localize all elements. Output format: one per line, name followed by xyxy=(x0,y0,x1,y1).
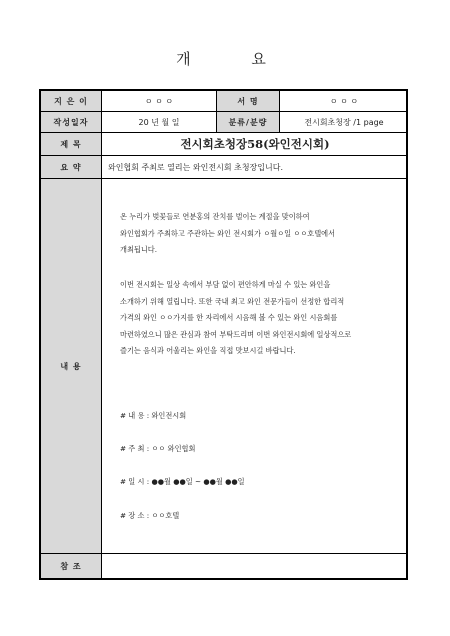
paragraph-line: 와인협회가 주최하고 주관하는 와인 전시회가 ㅇ월ㅇ일 ㅇㅇ호텔에서 xyxy=(120,228,336,238)
paragraph-line: 개최됩니다. xyxy=(120,245,158,254)
date-value: 20 년 월 일 xyxy=(101,112,216,132)
signature-label: 서 명 xyxy=(216,91,279,111)
paragraph-line: 마련하였으니 많은 관심과 참여 부탁드리며 이번 와인전시회에 일상적으로 xyxy=(120,329,352,339)
paragraph-line: 즐기는 음식과 어울리는 와인을 직접 맛보시길 바랍니다. xyxy=(120,346,296,355)
paragraph-line: 소개하기 위해 열립니다. 또한 국내 최고 와인 전문가들이 선정한 합리적 xyxy=(120,296,345,306)
date-label: 작성일자 xyxy=(41,112,101,132)
reference-label: 참 조 xyxy=(41,554,101,578)
author-label: 지 은 이 xyxy=(41,91,101,111)
subject-row xyxy=(41,133,406,156)
subject-value: 전시회초청장58(와인전시회) xyxy=(101,133,408,155)
category-label: 분류/분량 xyxy=(216,112,279,132)
event-date-item: # 일 시 : ●●월 ●●일 ~ ●●월 ●●일 xyxy=(120,477,245,486)
subject-label: 제 목 xyxy=(41,133,101,155)
date-row xyxy=(41,112,406,133)
event-content-item: # 내 용 : 와인전시회 xyxy=(120,411,187,420)
event-host-item: # 주 최 : ㅇㅇ 와인협회 xyxy=(120,444,196,453)
category-value: 전시회초청장 /1 page xyxy=(279,112,408,132)
author-row xyxy=(41,91,406,112)
paragraph-line: 온 누리가 벚꽃들로 연분홍의 잔치를 벌이는 계절을 맞이하여 xyxy=(120,212,310,221)
paragraph-line: 가격의 와인 ㅇㅇ가지를 한 자리에서 시음해 볼 수 있는 와인 시음회를 xyxy=(120,313,338,322)
summary-value: 와인협회 주최로 열리는 와인전시회 초청장입니다. xyxy=(101,156,408,178)
document-title: 개 요 xyxy=(176,50,294,68)
event-venue-item: # 장 소 : ㅇㅇ호텔 xyxy=(120,511,180,520)
summary-form xyxy=(39,89,408,580)
content-paragraph-intro xyxy=(120,209,398,259)
author-value: ㅇ ㅇ ㅇ xyxy=(101,91,216,111)
content-label: 내 용 xyxy=(41,179,101,553)
paragraph-line: 이번 전시회는 일상 속에서 부담 없이 편안하게 마실 수 있는 와인을 xyxy=(120,280,331,289)
content-row xyxy=(41,179,406,554)
reference-value xyxy=(101,554,408,578)
summary-row xyxy=(41,156,406,179)
signature-value: ㅇ ㅇ ㅇ xyxy=(279,91,408,111)
summary-label: 요 약 xyxy=(41,156,101,178)
reference-row xyxy=(41,554,406,578)
content-paragraph-details xyxy=(120,277,398,360)
content-body xyxy=(101,179,406,553)
